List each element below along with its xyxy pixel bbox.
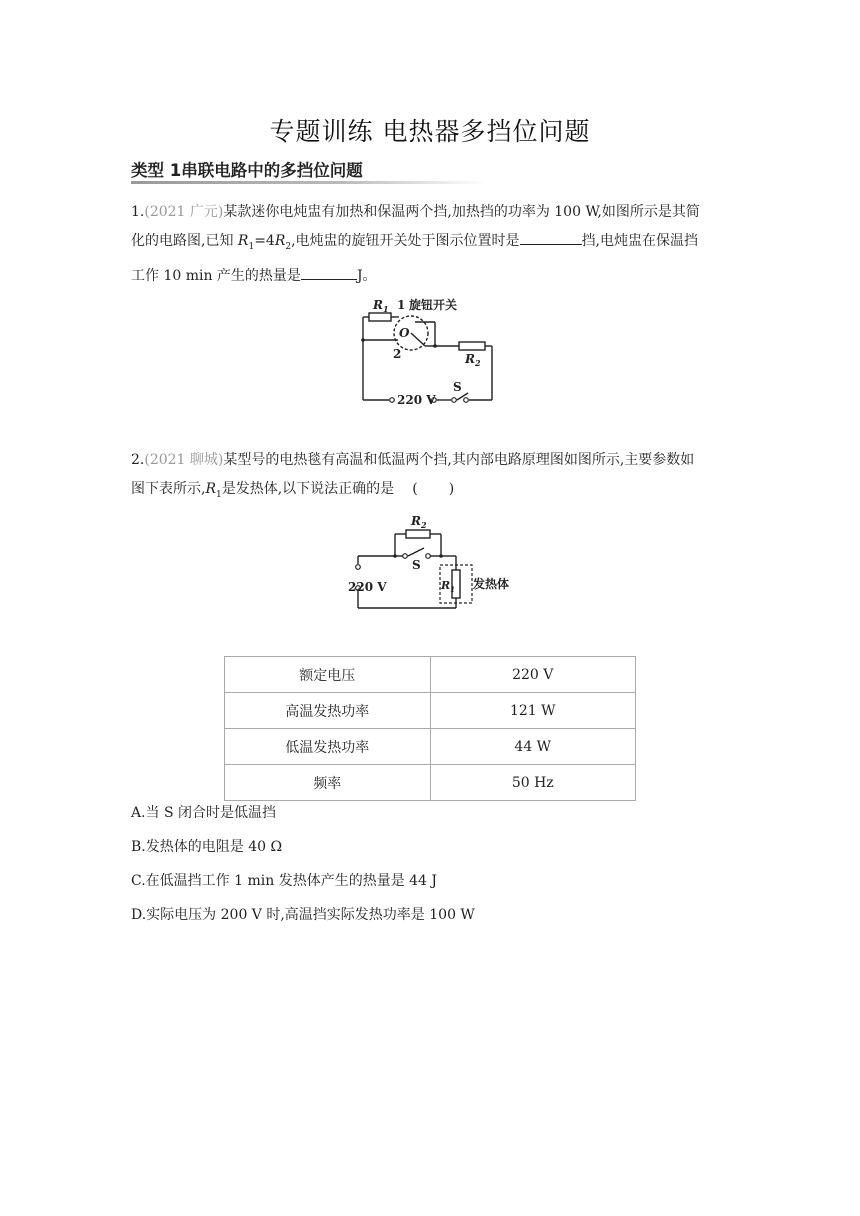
q1-source: (2021 广元): [144, 204, 224, 220]
section-label: 类型 1: [131, 161, 182, 180]
q2-r2-label: $R_2$: [411, 514, 427, 530]
q1-voltage-label: 220 V: [397, 393, 436, 407]
q2-r1-label: $R_1$: [441, 579, 456, 594]
q1-r2-resistor: [459, 342, 485, 350]
q2-line-1: 2.(2021 聊城)某型号的电热毯有高温和低温两个挡,其内部电路原理图如图所示,主要参数如: [131, 452, 695, 468]
q1-pivot-label: O: [399, 326, 410, 340]
q1-line-2: 化的电路图,已知 $R_1=4R_2$,电炖盅的旋钮开关处于图示位置时是 挡,电炖盅在保温挡: [131, 233, 699, 252]
table-cell: 50 Hz: [430, 765, 636, 801]
table-cell: 额定电压: [225, 657, 431, 693]
table-cell: 121 W: [430, 693, 636, 729]
question-1: [131, 198, 731, 291]
q2-option-c[interactable]: C.在低温挡工作 1 min 发热体产生的热量是 44 J: [131, 873, 438, 889]
page-title: 专题训练 电热器多挡位问题: [269, 117, 591, 146]
q2-line-2: 图下表所示$,R_1$是发热体,以下说法正确的是 ( ): [131, 481, 455, 500]
table-cell: 频率: [225, 765, 431, 801]
q1-blank-2[interactable]: [301, 267, 357, 280]
table-cell: 220 V: [430, 657, 636, 693]
q1-r2-label: $R_2$: [465, 352, 481, 368]
q2-circuit-diagram: [340, 512, 520, 612]
q1-contact-2-label: 2: [393, 347, 402, 361]
q2-voltage-label: 220 V: [348, 580, 387, 594]
q1-r1-label: $R_1$: [373, 298, 389, 314]
section-underline: [131, 181, 486, 184]
q2-heater-label: 发热体: [473, 577, 510, 591]
table-cell: 高温发热功率: [225, 693, 431, 729]
q1-line-3: 工作 10 min 产生的热量是 J。: [131, 267, 377, 284]
table-cell: 44 W: [430, 729, 636, 765]
q1-line-1: 1.(2021 广元)某款迷你电炖盅有加热和保温两个挡,加热挡的功率为 100 W,如图所示是其简: [131, 204, 700, 220]
table-cell: 低温发热功率: [225, 729, 431, 765]
q1-switch-label: S: [453, 380, 462, 394]
q1-contact-1-label: 1: [397, 298, 406, 312]
q1-circuit-diagram: [355, 292, 515, 410]
table-row: [225, 693, 636, 729]
q2-parameter-table: [224, 656, 636, 801]
table-row: [225, 657, 636, 693]
section-header: [131, 157, 486, 183]
table-row: [225, 765, 636, 801]
q2-switch-label: S: [412, 558, 421, 572]
section-text: 串联电路中的多挡位问题: [181, 161, 363, 180]
q2-option-a[interactable]: A.当 S 闭合时是低温挡: [131, 805, 277, 821]
q1-knob-label: 旋钮开关: [409, 298, 458, 312]
table-row: [225, 729, 636, 765]
q1-r1-resistor: [369, 313, 391, 321]
q2-source: (2021 聊城): [144, 452, 224, 468]
q1-blank-1[interactable]: [520, 232, 582, 245]
q2-answer-paren[interactable]: ( ): [412, 481, 455, 497]
q2-option-b[interactable]: B.发热体的电阻是 40 Ω: [131, 839, 283, 855]
q2-option-d[interactable]: D.实际电压为 200 V 时,高温挡实际发热功率是 100 W: [131, 907, 475, 923]
question-2: [131, 446, 731, 510]
q2-r2-resistor: [406, 530, 430, 538]
